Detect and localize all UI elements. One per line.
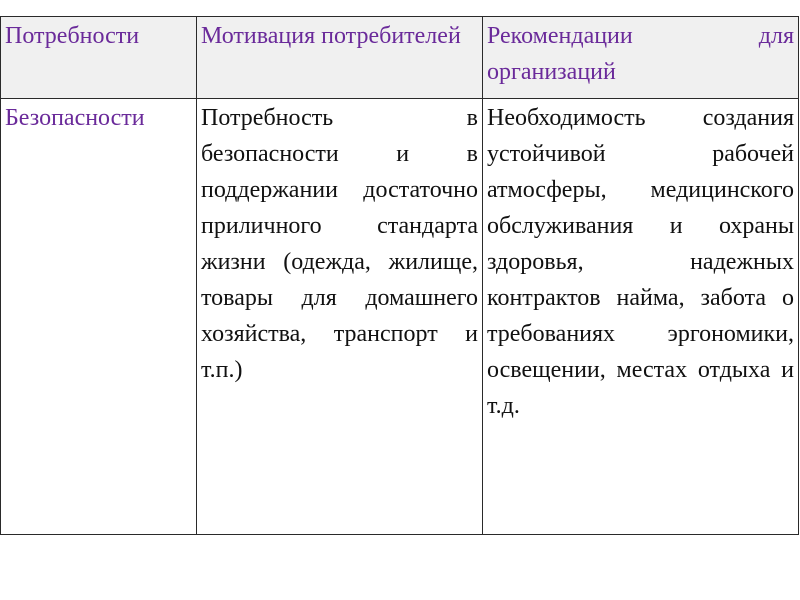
header-recommendations: Рекомендации для организаций [483,17,799,99]
table-header-row [1,17,799,99]
header-consumer-motivation: Мотивация потребителей [197,17,483,99]
cell-recommendation: Необходимость создания устойчивой рабочей атмосферы, медицинского обслуживания и охраны здоровья, надежных контрактов найма, забота о требованиях эргономики, освещении, местах отдыха и т.д. [483,99,799,535]
cell-need-category: Безопасности [1,99,197,535]
table-row [1,99,799,535]
needs-table [0,16,799,535]
cell-motivation: Потребность в безопасности и в поддержании достаточно приличного стандарта жизни (одежда, жилище, товары для домашнего хозяйства, транспорт и т.п.) [197,99,483,535]
header-needs: Потребности [1,17,197,99]
